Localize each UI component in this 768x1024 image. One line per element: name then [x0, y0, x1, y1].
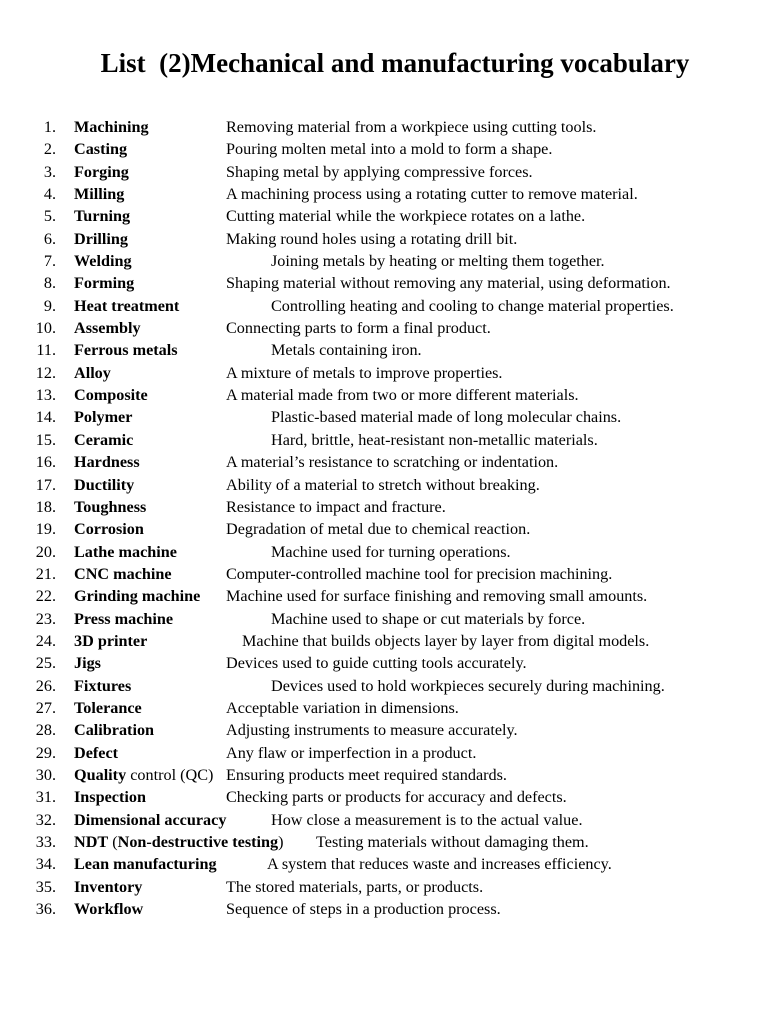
list-item — [0, 675, 768, 697]
item-number: 34. — [35, 855, 56, 874]
item-definition: A machining process using a rotating cutter to remove material. — [226, 185, 638, 204]
item-number: 28. — [35, 721, 56, 740]
item-definition: Resistance to impact and fracture. — [226, 497, 446, 516]
item-definition: A mixture of metals to improve properties. — [226, 363, 503, 382]
list-item — [0, 652, 768, 674]
item-number: 29. — [35, 743, 56, 762]
item-term: Inspection — [74, 788, 146, 807]
item-definition: Removing material from a workpiece using cutting tools. — [226, 118, 597, 136]
item-number: 11. — [36, 341, 56, 360]
list-item — [0, 541, 768, 563]
item-number: 24. — [35, 631, 56, 650]
item-term: Calibration — [74, 721, 155, 740]
item-term: Tolerance — [74, 698, 142, 717]
item-number: 33. — [35, 833, 56, 851]
item-term: Turning — [74, 207, 131, 226]
item-term: Ferrous metals — [74, 341, 178, 360]
item-number: 19. — [35, 520, 56, 539]
item-definition: A system that reduces waste and increases efficiency. — [267, 855, 612, 874]
item-definition: Cutting material while the workpiece rotates on a lathe. — [226, 207, 586, 226]
item-term: Machining — [74, 118, 149, 136]
item-term: Forging — [74, 162, 129, 181]
list-item — [0, 138, 768, 160]
item-number: 36. — [35, 900, 56, 919]
item-definition: Ensuring products meet required standards. — [226, 765, 507, 784]
list-item — [0, 228, 768, 250]
item-number: 30. — [35, 765, 56, 784]
item-number: 5. — [43, 207, 56, 226]
item-definition: Hard, brittle, heat-resistant non-metallic materials. — [271, 430, 598, 449]
list-item — [0, 451, 768, 473]
item-definition: Testing materials without damaging them. — [316, 833, 589, 851]
item-definition: Acceptable variation in dimensions. — [226, 698, 459, 717]
item-number: 25. — [35, 654, 56, 673]
list-item — [0, 406, 768, 428]
item-definition: A material made from two or more different materials. — [226, 386, 579, 405]
item-definition: Adjusting instruments to measure accurately. — [226, 721, 518, 740]
item-term: NDT (Non-destructive testing) — [74, 833, 284, 851]
list-item — [0, 898, 768, 920]
list-item — [0, 295, 768, 317]
item-definition: Machine used to shape or cut materials by force. — [271, 609, 586, 628]
list-item — [0, 116, 768, 138]
vocabulary-list — [0, 116, 768, 920]
list-item — [0, 429, 768, 451]
list-item — [0, 272, 768, 294]
item-definition: Making round holes using a rotating drill bit. — [226, 229, 518, 248]
item-term: Welding — [74, 252, 132, 271]
item-definition: Shaping metal by applying compressive forces. — [226, 162, 533, 181]
item-definition: How close a measurement is to the actual value. — [271, 810, 583, 829]
item-number: 6. — [43, 229, 56, 248]
item-definition: Machine that builds objects layer by layer from digital models. — [242, 631, 650, 650]
item-term: CNC machine — [74, 564, 172, 583]
item-number: 10. — [35, 319, 56, 338]
item-term: Drilling — [74, 229, 128, 248]
item-term: Composite — [74, 386, 148, 405]
list-item — [0, 809, 768, 831]
item-term: Press machine — [74, 609, 174, 628]
item-definition: Machine used for turning operations. — [271, 542, 511, 561]
item-term: Dimensional accuracy — [74, 810, 227, 829]
item-term: Grinding machine — [74, 587, 201, 606]
list-item — [0, 630, 768, 652]
item-term: Fixtures — [74, 676, 132, 695]
item-term: Corrosion — [74, 520, 144, 539]
item-number: 31. — [35, 788, 56, 807]
item-number: 9. — [43, 296, 56, 315]
item-number: 2. — [43, 140, 56, 159]
list-item — [0, 764, 768, 786]
item-number: 35. — [35, 877, 56, 896]
list-item — [0, 719, 768, 741]
list-item — [0, 339, 768, 361]
item-number: 7. — [43, 252, 56, 271]
list-item — [0, 786, 768, 808]
page-title: List (2)Mechanical and manufacturing vocabulary — [100, 48, 690, 78]
item-definition: The stored materials, parts, or products. — [226, 877, 484, 896]
item-term: Assembly — [74, 319, 141, 338]
item-term: Hardness — [74, 453, 140, 472]
item-term: Polymer — [74, 408, 133, 427]
item-term: Workflow — [74, 900, 144, 919]
list-item — [0, 608, 768, 630]
list-item — [0, 161, 768, 183]
item-number: 12. — [35, 363, 56, 382]
list-item — [0, 384, 768, 406]
item-term: Lean manufacturing — [74, 855, 217, 874]
item-number: 14. — [35, 408, 56, 427]
item-term: Quality control (QC) — [74, 765, 214, 784]
list-item — [0, 362, 768, 384]
item-term: Forming — [74, 274, 135, 293]
list-item — [0, 183, 768, 205]
item-number: 27. — [35, 698, 56, 717]
item-definition: Controlling heating and cooling to change material properties. — [271, 296, 674, 315]
item-number: 23. — [35, 609, 56, 628]
list-item — [0, 563, 768, 585]
list-item — [0, 697, 768, 719]
item-term: Ceramic — [74, 430, 134, 449]
item-term: Casting — [74, 140, 128, 159]
item-definition: Metals containing iron. — [271, 341, 422, 360]
item-number: 13. — [35, 386, 56, 405]
item-number: 3. — [43, 162, 56, 181]
item-number: 20. — [35, 542, 56, 561]
item-number: 32. — [35, 810, 56, 829]
item-term: Milling — [74, 185, 125, 204]
item-term: Jigs — [74, 654, 101, 673]
item-number: 21. — [35, 564, 56, 583]
item-term: Ductility — [74, 475, 135, 494]
item-term: Lathe machine — [74, 542, 177, 561]
list-item — [0, 876, 768, 898]
item-definition: Devices used to hold workpieces securely during machining. — [271, 676, 665, 695]
item-number: 18. — [35, 497, 56, 516]
item-number: 17. — [35, 475, 56, 494]
item-definition: Plastic-based material made of long molecular chains. — [271, 408, 622, 427]
item-term: Heat treatment — [74, 296, 180, 315]
item-number: 16. — [35, 453, 56, 472]
item-number: 1. — [43, 118, 56, 136]
item-term: Alloy — [74, 363, 111, 382]
list-item — [0, 205, 768, 227]
item-definition: Shaping material without removing any material, using deformation. — [226, 274, 671, 293]
item-term: Defect — [74, 743, 119, 762]
item-term: 3D printer — [74, 631, 148, 650]
item-number: 4. — [43, 185, 56, 204]
item-definition: Connecting parts to form a final product. — [226, 319, 491, 338]
item-definition: Ability of a material to stretch without breaking. — [226, 475, 540, 494]
item-definition: Sequence of steps in a production process. — [226, 900, 501, 919]
item-definition: A material’s resistance to scratching or indentation. — [226, 453, 559, 472]
list-item — [0, 831, 768, 853]
list-item — [0, 518, 768, 540]
list-item — [0, 742, 768, 764]
item-number: 15. — [35, 430, 56, 449]
item-term: Inventory — [74, 877, 143, 896]
item-definition: Pouring molten metal into a mold to form a shape. — [226, 140, 553, 159]
item-definition: Checking parts or products for accuracy and defects. — [226, 788, 567, 807]
item-number: 26. — [35, 676, 56, 695]
item-definition: Machine used for surface finishing and removing small amounts. — [226, 587, 648, 606]
list-item — [0, 474, 768, 496]
list-item — [0, 496, 768, 518]
list-item — [0, 853, 768, 875]
list-item — [0, 317, 768, 339]
list-item — [0, 250, 768, 272]
list-item — [0, 585, 768, 607]
item-definition: Degradation of metal due to chemical reaction. — [226, 520, 531, 539]
item-definition: Devices used to guide cutting tools accurately. — [226, 654, 527, 673]
item-definition: Joining metals by heating or melting them together. — [271, 252, 605, 271]
item-definition: Any flaw or imperfection in a product. — [226, 743, 477, 762]
item-definition: Computer-controlled machine tool for precision machining. — [226, 564, 613, 583]
item-number: 8. — [43, 274, 56, 293]
item-number: 22. — [35, 587, 56, 606]
item-term: Toughness — [74, 497, 147, 516]
